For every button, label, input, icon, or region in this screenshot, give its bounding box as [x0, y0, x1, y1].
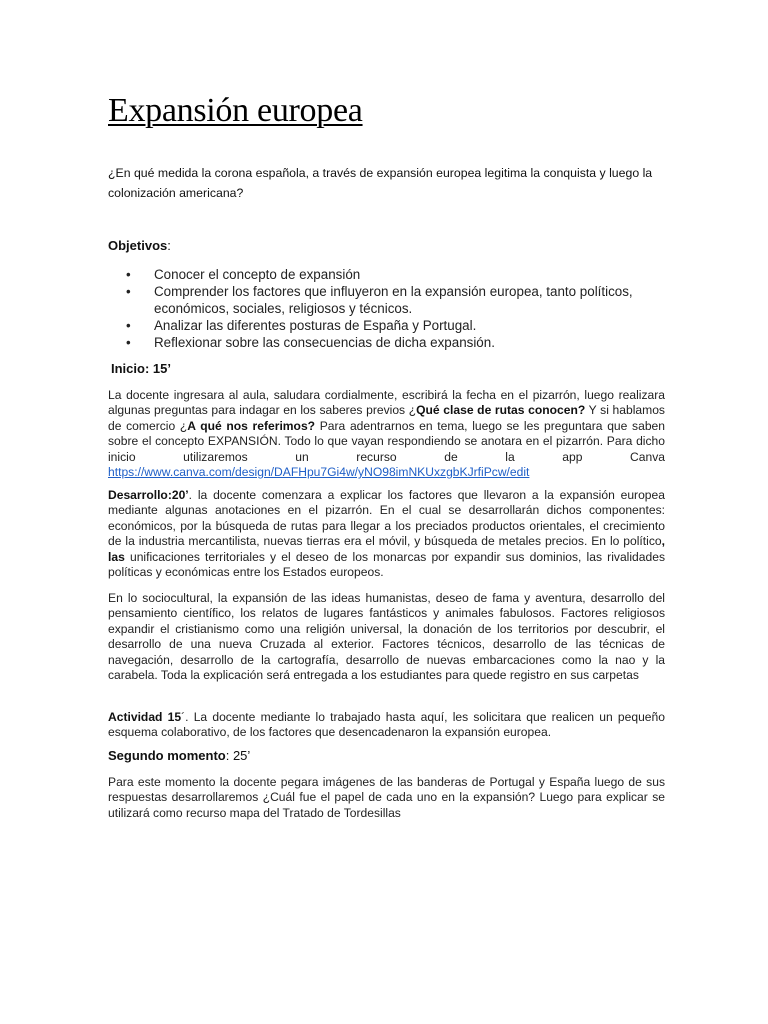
- sociocultural-paragraph: En lo sociocultural, la expansión de las ideas humanistas, deseo de fama y aventura, desarrollo del pensamiento científico, los relatos de lugares fantásticos y animales fabulosos. Factores religiosos expandir el cristianismo como una religión universal, la donación de los territorios por descubrir, el desarrollo de una nueva Cruzada al exterior. Factores técnicos, desarrollo de las técnicas de navegación, desarrollo de la cartografía, desarrollo de nuevas embarcaciones como la nao y la carabela. Toda la explicación será entregada a los estudiantes para quede registro en sus carpetas: [108, 591, 665, 683]
- objectives-list: [108, 266, 668, 351]
- objective-item: [108, 266, 668, 283]
- objective-text: Reflexionar sobre las consecuencias de dicha expansión.: [154, 335, 495, 350]
- inicio-question-2: A qué nos referimos?: [187, 418, 316, 433]
- inicio-text-3: Para adentrarnos en tema, luego se les preguntara que saben sobre el concepto EXPANSIÓN. Todo lo que vayan respondiendo se anotara en el pizarrón. Para dicho inicio utilizaremos un recurso de la app Canva: [108, 418, 666, 464]
- bullet-icon: •: [126, 335, 131, 350]
- bullet-icon: •: [126, 318, 131, 333]
- objective-item: [108, 283, 668, 317]
- objective-item: [108, 334, 668, 351]
- page-title: Expansión europea: [108, 92, 363, 129]
- desarrollo-label: Desarrollo:20’: [108, 488, 189, 502]
- desarrollo-text-1: . la docente comenzara a explicar los factores que llevaron a la expansión europea mediante algunas anotaciones en el pizarrón. En el cual se desarrollarán dichos componentes: económicos, por la búsqueda de rutas para llegar a los preciados productos orientales, el crecimiento de la industria mercantilista, nuevas tierras era el móvil, y búsqueda de metales precios. En lo político: [108, 488, 665, 549]
- segundo-paragraph: Para este momento la docente pegara imágenes de las banderas de Portugal y España luego de sus respuestas desarrollaremos ¿Cuál fue el papel de cada uno en la expansión? Luego para explicar se utilizará como recurso mapa del Tratado de Tordesillas: [108, 775, 665, 820]
- segundo-heading: [108, 748, 250, 763]
- objective-text: Comprender los factores que influyeron en la expansión europea, tanto políticos, económicos, sociales, religiosos y técnicos.: [154, 284, 633, 316]
- objectives-label: Objetivos: [108, 238, 168, 253]
- inicio-text-2: Y si hablamos de comercio ¿: [108, 403, 665, 433]
- objective-text: Conocer el concepto de expansión: [154, 267, 361, 282]
- guiding-question: ¿En qué medida la corona española, a través de expansión europea legitima la conquista y luego la colonización americana?: [108, 166, 653, 200]
- objective-text: Analizar las diferentes posturas de España y Portugal.: [154, 318, 477, 333]
- actividad-label: Actividad 15: [108, 710, 182, 724]
- actividad-text: ´. La docente mediante lo trabajado hasta aquí, les solicitara que realicen un pequeño esquema colaborativo, de los factores que desencadenaron la expansión europea.: [108, 710, 665, 740]
- bullet-icon: •: [126, 284, 131, 299]
- inicio-question-1: Qué clase de rutas conocen?: [416, 403, 586, 418]
- objective-item: [108, 317, 668, 334]
- actividad-paragraph: [108, 710, 665, 741]
- objectives-colon: :: [167, 238, 171, 253]
- canva-link[interactable]: https://www.canva.com/design/DAFHpu7Gi4w/yNO98imNKUxzgbKJrfiPcw/edit: [108, 465, 530, 480]
- inicio-paragraph: [108, 388, 665, 480]
- segundo-value: : 25’: [225, 748, 251, 763]
- inicio-text-1: La docente ingresara al aula, saludara cordialmente, escribirá la fecha en el pizarrón, luego realizara algunas preguntas para indagar en los saberes previos ¿: [108, 388, 665, 418]
- segundo-label: Segundo momento: [108, 748, 226, 763]
- desarrollo-text-2: unificaciones territoriales y el deseo de los monarcas por expandir sus dominios, las rivalidades políticas y económicas entre los Estados europeos.: [108, 549, 665, 580]
- desarrollo-bold: , las: [108, 534, 665, 564]
- objectives-heading: [108, 238, 171, 253]
- desarrollo-paragraph: [108, 488, 665, 580]
- inicio-heading: Inicio: 15’: [111, 361, 171, 376]
- bullet-icon: •: [126, 267, 131, 282]
